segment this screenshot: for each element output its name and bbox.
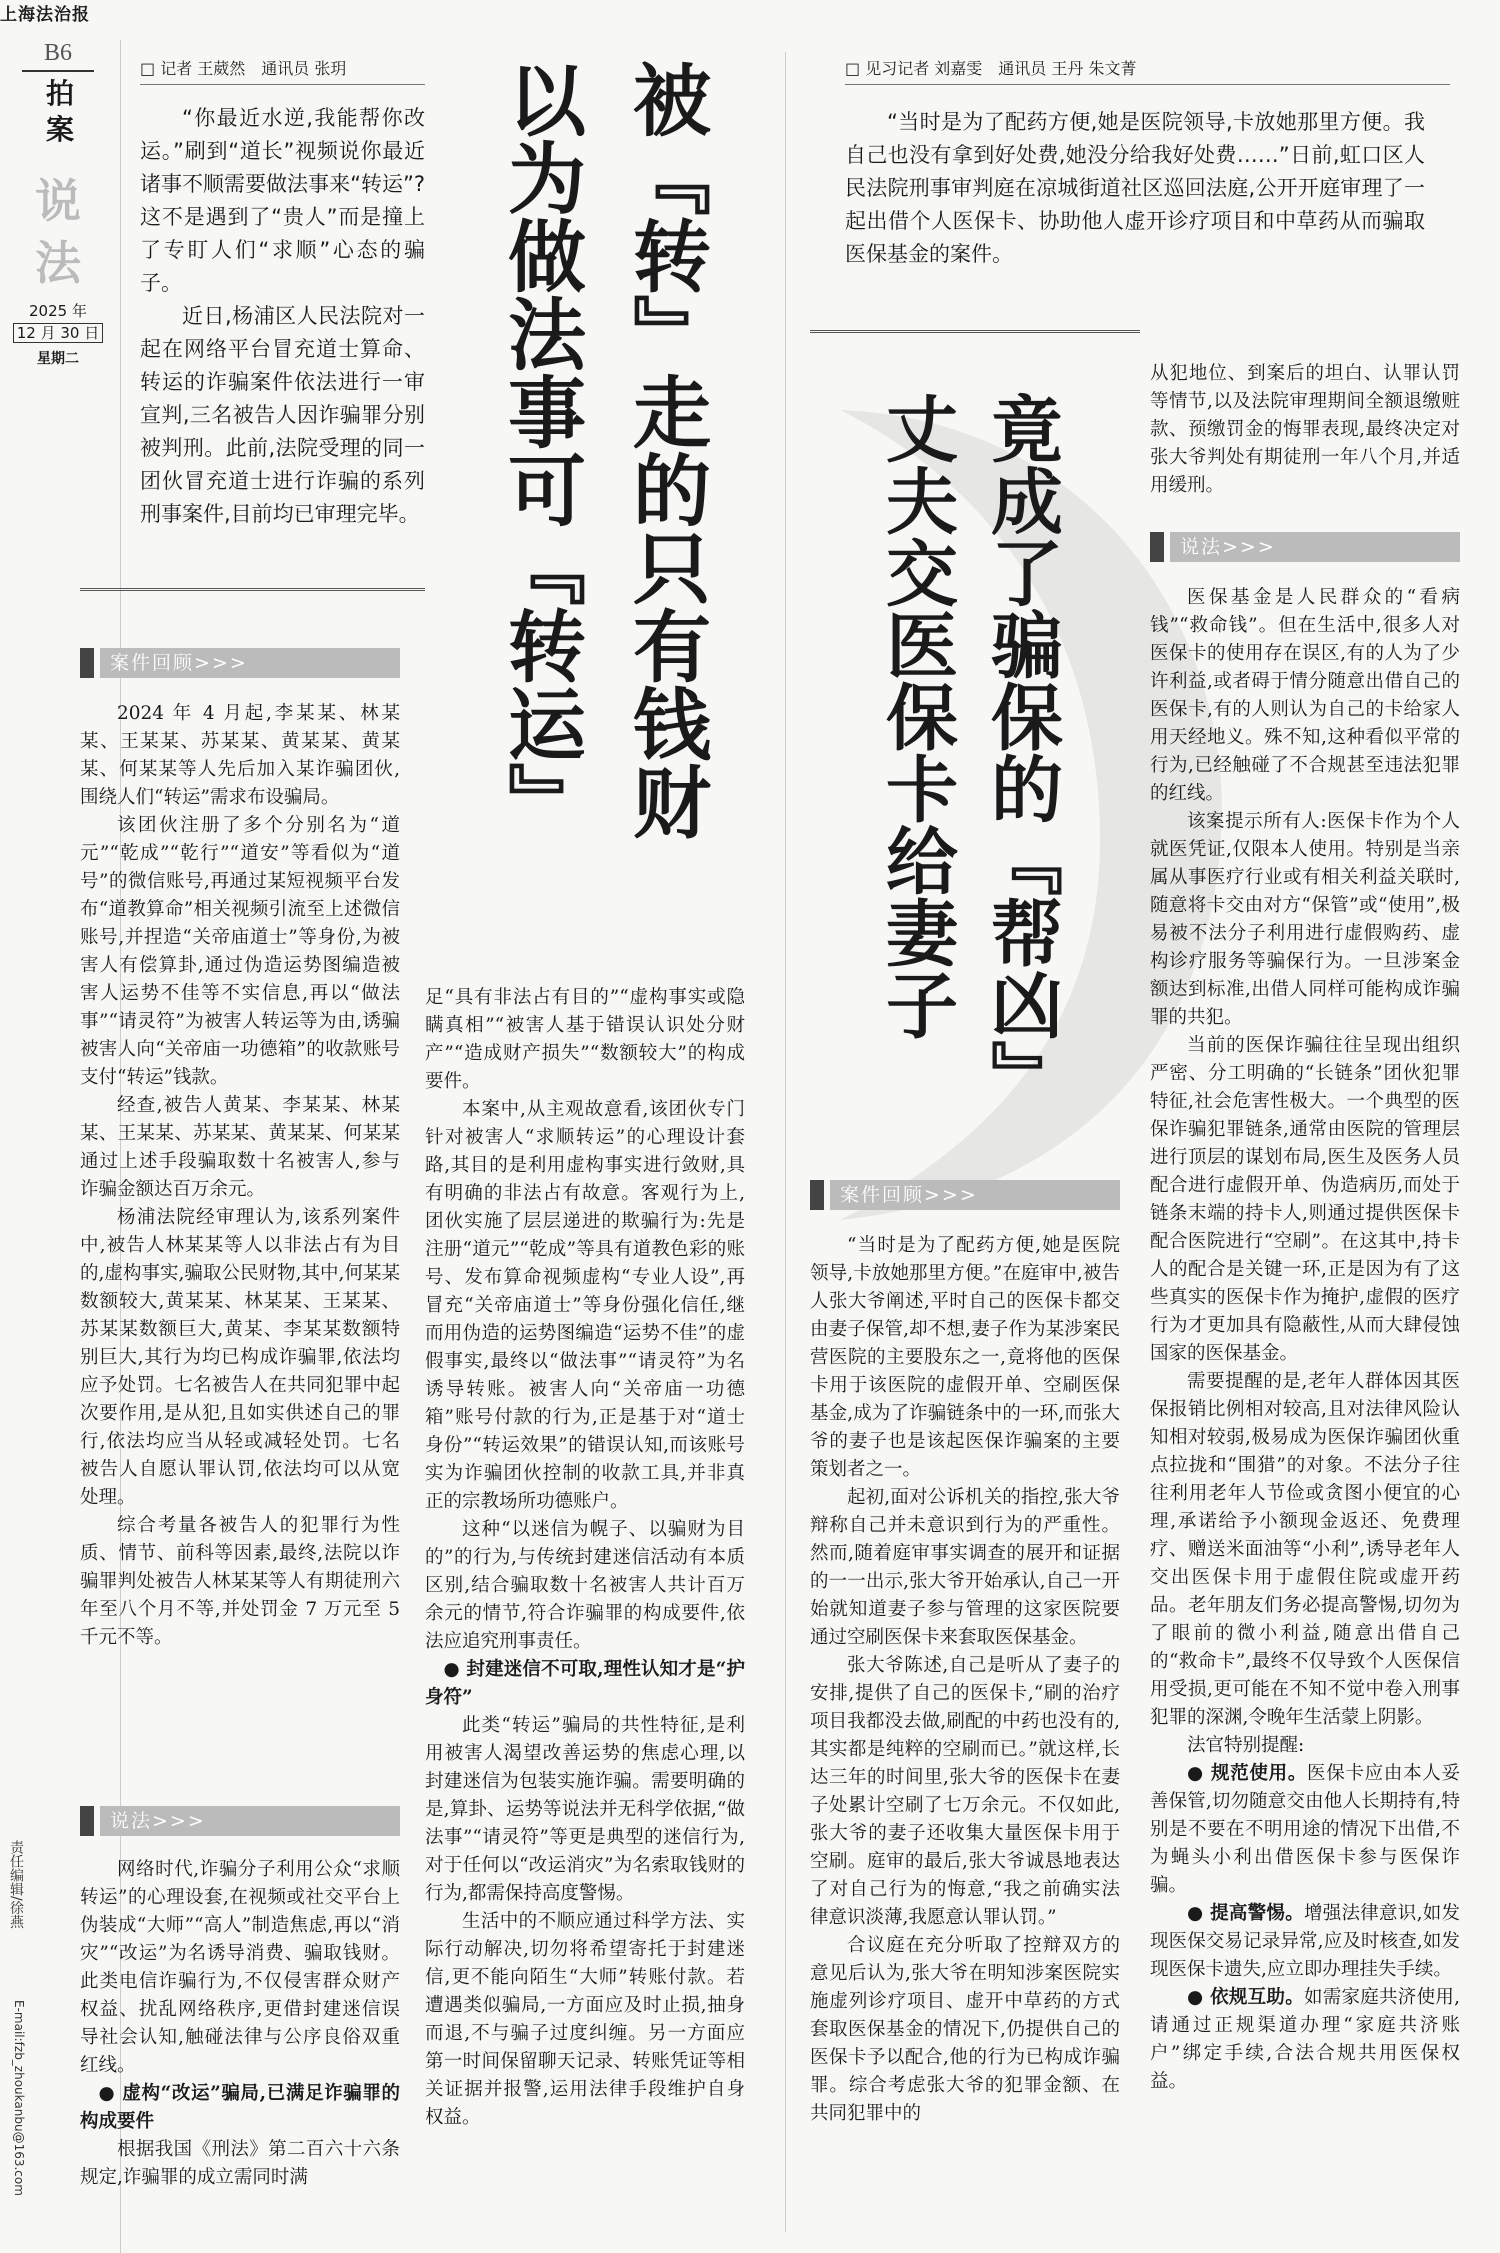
section-title-top: 拍案	[45, 77, 74, 146]
right-law-section-bar: 说法>>>	[1150, 532, 1460, 562]
left-headline-col1: 被『转』走的只有钱财	[620, 60, 711, 840]
left-lead-para: “你最近水逆,我能帮你改运。”刷到“道长”视频说你最近诸事不顺需要做法事来“转运”?这不是遇到了“贵人”而是撞上了专盯人们“求顺”心态的骗子。	[140, 106, 425, 295]
left-lead-bottom-rule	[80, 588, 425, 591]
right-lead-bottom-rule	[810, 330, 1140, 333]
left-byline: □ 记者 王葳然 通讯员 张玥	[140, 59, 347, 78]
body-para: 经查,被告人黄某、李某某、林某某、王某某、苏某某、黄某某、何某某通过上述手段骗取数十名被害人,参与诈骗金额达百万余元。	[80, 1095, 400, 1200]
body-para: 生活中的不顺应通过科学方法、实际行动解决,切勿将希望寄托于封建迷信,更不能向陌生“大师”转账付款。若遭遇类似骗局,一方面应及时止损,抽身而退,不与骗子过度纠缠。另一方面应第一时间保留聊天记录、转账凭证等相关证据并报警,运用法律手段维护自身权益。	[425, 1911, 745, 2128]
left-bullet-heading: ● 封建迷信不可取,理性认知才是“护身符”	[425, 1659, 745, 1708]
tip-text: 医保卡应由本人妥善保管,切勿随意交由他人长期持有,特别是不要在不明用途的情况下出借,不为蝇头小利出借医保卡参与医保诈骗。	[1150, 1763, 1460, 1896]
right-headline-col1: 竟成了骗保的『帮凶』	[979, 392, 1064, 1112]
body-para: 该团伙注册了多个分别名为“道元”“乾成”“乾行”“道安”等看似为“道号”的微信账号,再通过某短视频平台发布“道教算命”相关视频引流至上述微信账号,并捏造“关帝庙道士”等身份,为被害人有偿算卦,通过伪造运势图编造被害人运势不佳等不实信息,再以“做法事”“请灵符”为被害人转运等为由,诱骗被害人向“关帝庙一功德箱”的收款账号支付“转运”钱款。	[80, 815, 400, 1088]
weekday: 星期二	[37, 351, 79, 367]
tip-text: 如需家庭共济使用,请通过正规渠道办理“家庭共济账户”绑定手续,合法合规共用医保权益。	[1150, 1987, 1460, 2092]
body-para: 本案中,从主观故意看,该团伙专门针对被害人“求顺转运”的心理设计套路,其目的是利用虚构事实进行敛财,具有明确的非法占有故意。客观行为上,团伙实施了层层递进的欺骗行为:先是注册“道元”“乾成”等具有道教色彩的账号、发布算命视频虚构“专业人设”,再冒充“关帝庙道士”等身份强化信任,继而用伪造的运势图编造“运势不佳”的虚假事实,最终以“做法事”“请灵符”为名诱导转账。被害人向“关帝庙一功德箱”账号付款的行为,正是基于对“道士身份”“转运效果”的错误认知,而该账号实为诈骗团伙控制的收款工具,并非真正的宗教场所功德账户。	[425, 1099, 745, 1512]
right-case-section-bar: 案件回顾>>>	[810, 1180, 1120, 1210]
left-law-section-bar: 说法>>>	[80, 1806, 400, 1836]
body-para: 杨浦法院经审理认为,该系列案件中,被告人林某某等人以非法占有为目的,虚构事实,骗取公民财物,其中,何某某数额较大,黄某某、林某某、王某某、苏某某数额巨大,黄某、李某某数额特别巨大,其行为均已构成诈骗罪,依法均应予处罚。七名被告人在共同犯罪中起次要作用,是从犯,且如实供述自己的罪行,依法均应当从轻或减轻处罚。七名被告人自愿认罪认罚,依法均可以从宽处理。	[80, 1207, 400, 1508]
body-para: 张大爷陈述,自己是听从了妻子的安排,提供了自己的医保卡,“刷的治疗项目我都没去做,刷配的中药也没有的,其实都是纯粹的空刷而已。”就这样,长达三年的时间里,张大爷的医保卡在妻子处累计空刷了七万余元。不仅如此,张大爷的妻子还收集大量医保卡用于空刷。庭审的最后,张大爷诚恳地表达了对自己行为的悔意,“我之前确实法律意识淡薄,我愿意认罪认罚。”	[810, 1655, 1120, 1928]
date-day	[8, 322, 108, 343]
article-divider	[785, 52, 786, 2232]
tip-head: ● 提高警惕。	[1187, 1903, 1304, 1924]
right-top-column	[1150, 360, 1460, 500]
tip-item	[1150, 1900, 1460, 1984]
right-headline-col2: 丈夫交医保卡给妻子	[874, 392, 959, 1040]
left-law-body	[80, 1856, 400, 2192]
section-title-bottom: 说法	[35, 174, 81, 290]
date-day-box: 12 月 30 日	[13, 323, 103, 343]
body-para: 这种“以迷信为幌子、以骗财为目的”的行为,与传统封建迷信活动有本质区别,结合骗取数十名被害人共计百万余元的情节,符合诈骗罪的构成要件,依法应追究刑事责任。	[425, 1519, 745, 1652]
body-para: 根据我国《刑法》第二百六十六条规定,诈骗罪的成立需同时满	[80, 2139, 400, 2188]
left-case-section-bar: 案件回顾>>>	[80, 648, 400, 678]
left-headline-col2: 以为做法事可『转运』	[495, 60, 586, 840]
right-law-body	[1150, 584, 1460, 2096]
body-para: 需要提醒的是,老年人群体因其医保报销比例相对较高,且对法律风险认知相对较弱,极易成为医保诈骗团伙重点拉拢和“围猎”的对象。不法分子往往利用老年人节俭或贪图小便宜的心理,承诺给予小额现金返还、免费理疗、赠送米面油等“小利”,诱导老年人交出医保卡用于虚假住院或虚开药品。老年朋友们务必提高警惕,切勿为了眼前的微小利益,随意出借自己的“救命卡”,最终不仅导致个人医保信用受损,更可能在不知不觉中卷入刑事犯罪的深渊,令晚年生活蒙上阴影。	[1150, 1371, 1460, 1728]
body-para: 2024 年 4 月起,李某某、林某某、王某某、苏某某、黄某某、黄某某、何某某等人先后加入某诈骗团伙,围绕人们“转运”需求布设骗局。	[80, 703, 400, 808]
right-lead	[845, 106, 1425, 271]
right-byline-rule	[845, 84, 1450, 85]
left-case-body	[80, 700, 400, 1652]
masthead: 上海法治报	[0, 5, 90, 25]
tips-title: 法官特别提醒:	[1187, 1735, 1305, 1756]
right-case-body	[810, 1232, 1120, 2128]
tip-text: 增强法律意识,如发现医保交易记录异常,应及时核查,如发现医保卡遗失,应立即办理挂失手续。	[1150, 1903, 1460, 1980]
body-para: 足“具有非法占有目的”“虚构事实或隐瞒真相”“被害人基于错误认识处分财产”“造成财产损失”“数额较大”的构成要件。	[425, 987, 745, 1092]
left-lead	[140, 102, 425, 531]
date-year: 2025 年	[29, 302, 87, 320]
body-para: “当时是为了配药方便,她是医院领导,卡放她那里方便。”在庭审中,被告人张大爷阐述,平时自己的医保卡都交由妻子保管,却不想,妻子作为某涉案民营医院的主要股东之一,竟将他的医保卡用于该医院的虚假开单、空刷医保基金,成为了诈骗链条中的一环,而张大爷的妻子也是该起医保诈骗案的主要策划者之一。	[810, 1235, 1120, 1480]
tip-item	[1150, 1760, 1460, 1900]
body-para: 医保基金是人民群众的“看病钱”“救命钱”。但在生活中,很多人对医保卡的使用存在误区,有的人为了少许利益,或者碍于情分随意出借自己的医保卡,有的人则认为自己的卡给家人用天经地义。殊不知,这种看似平常的行为,已经触碰了不合规甚至违法犯罪的红线。	[1150, 587, 1460, 804]
left-lead-para: 近日,杨浦区人民法院对一起在网络平台冒充道士算命、转运的诈骗案件依法进行一审宣判,三名被告人因诈骗罪分别被判刑。此前,法院受理的同一团伙冒充道士进行诈骗的系列刑事案件,目前均已审理完毕。	[140, 304, 425, 526]
body-para: 该案提示所有人:医保卡作为个人就医凭证,仅限本人使用。特别是当亲属从事医疗行业或有相关利益关联时,随意将卡交由对方“保管”或“使用”,极易被不法分子利用进行虚假购药、虚构诊疗服务等骗保行为。一旦涉案金额达到标准,出借人同样可能构成诈骗罪的共犯。	[1150, 811, 1460, 1028]
editor-credit: 责任编辑/徐燕	[8, 1840, 24, 1929]
body-para: 网络时代,诈骗分子利用公众“求顺转运”的心理设套,在视频或社交平台上伪装成“大师”“高人”制造焦虑,再以“消灾”“改运”为名诱导消费、骗取钱财。此类电信诈骗行为,不仅侵害群众财产权益、扰乱网络秩序,更借封建迷信误导社会认知,触碰法律与公序良俗双重红线。	[80, 1859, 400, 2076]
right-byline: □ 见习记者 刘嘉雯 通讯员 王丹 朱文菁	[845, 59, 1137, 78]
body-para: 此类“转运”骗局的共性特征,是利用被害人渴望改善运势的焦虑心理,以封建迷信为包装实施诈骗。需要明确的是,算卦、运势等说法并无科学依据,“做法事”“请灵符”等更是典型的迷信行为,对于任何以“改运消灾”为名索取钱财的行为,都需保持高度警惕。	[425, 1715, 745, 1904]
tip-item	[1150, 1984, 1460, 2096]
body-para: 综合考量各被告人的犯罪行为性质、情节、前科等因素,最终,法院以诈骗罪判处被告人林某某等人有期徒刑六年至八个月不等,并处罚金 7 万元至 5 千元不等。	[80, 1515, 400, 1648]
body-para: 从犯地位、到案后的坦白、认罪认罚等情节,以及法院审理期间全额退缴赃款、预缴罚金的悔罪表现,最终决定对张大爷判处有期徒刑一年八个月,并适用缓刑。	[1150, 363, 1460, 496]
left-mid-column	[425, 984, 745, 2132]
tip-head: ● 依规互助。	[1187, 1987, 1304, 2008]
tip-head: ● 规范使用。	[1187, 1763, 1308, 1784]
left-byline-rule	[140, 84, 425, 85]
body-para: 合议庭在充分听取了控辩双方的意见后认为,张大爷在明知涉案医院实施虚列诊疗项目、虚开中草药的方式套取医保基金的情况下,仍提供自己的医保卡予以配合,他的行为已构成诈骗罪。综合考虑张大爷的犯罪金额、在共同犯罪中的	[810, 1935, 1120, 2124]
right-lead-para: “当时是为了配药方便,她是医院领导,卡放她那里方便。我自己也没有拿到好处费,她没分给我好处费……”日前,虹口区人民法院刑事审判庭在凉城街道社区巡回法庭,公开开庭审理了一起出借个人医保卡、协助他人虚开诊疗项目和中草药从而骗取医保基金的案件。	[845, 110, 1425, 266]
editor-email: E-mail:fzb_zhoukanbu@163.com	[12, 2000, 26, 2196]
page-number: B6	[22, 40, 94, 72]
body-para: 起初,面对公诉机关的指控,张大爷辩称自己并未意识到行为的严重性。然而,随着庭审事实调查的展开和证据的一一出示,张大爷开始承认,自己一开始就知道妻子参与管理的这家医院要通过空刷医保卡来套取医保基金。	[810, 1487, 1120, 1648]
body-para: 当前的医保诈骗往往呈现出组织严密、分工明确的“长链条”团伙犯罪特征,社会危害性极大。一个典型的医保诈骗犯罪链条,通常由医院的管理层进行顶层的谋划布局,医生及医务人员配合进行虚假开单、伪造病历,而处于链条末端的持卡人,则通过提供医保卡配合医院进行“空刷”。在这其中,持卡人的配合是关键一环,正是因为有了这些真实的医保卡作为掩护,虚假的医疗行为才更加具有隐蔽性,从而大肆侵蚀国家的医保基金。	[1150, 1035, 1460, 1364]
left-bullet-heading: ● 虚构“改运”骗局,已满足诈骗罪的构成要件	[80, 2083, 400, 2132]
